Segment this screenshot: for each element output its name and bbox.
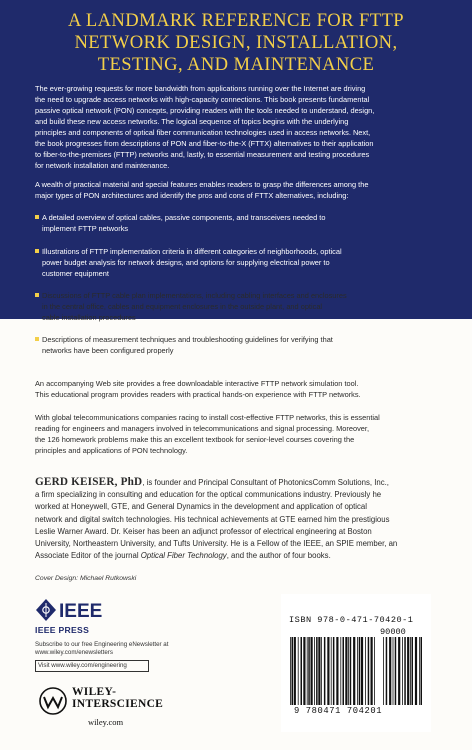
barcode-bar: [345, 637, 347, 705]
text-line: to fiber-to-the-premises (FTTP) networks and, lastly, to essential measurement and testing procedures: [35, 150, 370, 160]
barcode-bar: [343, 637, 345, 705]
bullet-item: [35, 290, 437, 323]
barcode-bar: [353, 637, 355, 705]
newsletter-note: [35, 641, 168, 658]
text-line: Descriptions of measurement techniques and troubleshooting guidelines for verifying that: [42, 335, 333, 344]
barcode-bar: [361, 637, 363, 705]
barcode-bar: [331, 637, 332, 705]
text-line: in the central office, cables and equipment enclosures in the outside plant, and optical: [42, 302, 323, 312]
author-bio: [35, 476, 445, 562]
bullet-item: [35, 334, 437, 356]
barcode-bar: [348, 637, 349, 705]
text-line: WILEY-: [72, 686, 117, 698]
title-line: A LANDMARK REFERENCE FOR FTTP: [67, 10, 404, 31]
ieee-press-label: IEEE PRESS: [35, 625, 90, 635]
website-paragraph: [35, 378, 437, 400]
bio-text: Associate Editor of the journal: [35, 551, 141, 561]
barcode-bar: [316, 637, 318, 705]
barcode-bar: [307, 637, 308, 705]
barcode-bar: [419, 637, 420, 705]
barcode-bar: [340, 637, 341, 705]
barcode-bar: [368, 637, 370, 705]
barcode-bar: [398, 637, 400, 705]
global-paragraph: [35, 412, 437, 456]
text-line: reading for engineers and managers involved in telecommunications and signal processing. Moreover,: [35, 424, 369, 434]
text-line: The ever-growing requests for more bandwidth from applications running over the Internet are driving: [35, 84, 366, 93]
page-title: [20, 10, 452, 76]
bullet-square-icon: [35, 215, 39, 219]
barcode-bar: [350, 637, 352, 705]
barcode-bar: [412, 637, 414, 705]
publisher-url: wiley.com: [88, 717, 124, 727]
barcode-bar: [404, 637, 406, 705]
barcode-bar: [336, 637, 338, 705]
text-line: networks have been configured properly: [42, 346, 174, 356]
barcode-bar: [333, 637, 335, 705]
barcode-bar: [318, 637, 320, 705]
text-line: An accompanying Web site provides a free downloadable interactive FTTP network simulation tool.: [35, 379, 359, 388]
text-line: INTERSCIENCE: [72, 698, 164, 710]
text-line: worked at Honeywell, GTE, and General Dynamics in the development and application of optical: [35, 502, 367, 512]
barcode-bar: [393, 637, 394, 705]
text-line: power budget analysis for network designs, and options for supplying electrical power to: [42, 258, 330, 268]
text-line: customer equipment: [42, 269, 109, 279]
text-line: principles and applications of PON technology.: [35, 446, 188, 456]
barcode-bar: [389, 637, 391, 705]
intro-paragraph: [35, 83, 437, 171]
title-line: TESTING, AND MAINTENANCE: [97, 54, 375, 75]
barcode-bar: [357, 637, 358, 705]
barcode-bar: [294, 637, 296, 705]
ieee-logo: [35, 598, 115, 627]
text-line: principles and components of optical fiber communication technologies used in access networks. Next,: [35, 128, 371, 138]
author-degree: , PhD: [114, 476, 143, 488]
text-line: the need to upgrade access networks with high-capacity connections. This book presents fundamental: [35, 95, 370, 105]
barcode-bar: [421, 637, 423, 705]
text-line: and build these new access networks. The logical sequence of topics begins with the underlying: [35, 117, 349, 127]
text-line: Illustrations of FTTP implementation criteria in different categories of neighborhoods, optical: [42, 247, 342, 256]
title-line: NETWORK DESIGN, INSTALLATION,: [74, 32, 398, 53]
barcode-bar: [290, 637, 291, 705]
wiley-logo-icon: [36, 686, 70, 721]
barcode-digits: 9 780471 704201: [294, 706, 383, 716]
text-line: A wealth of practical material and special features enables readers to grasp the differences among the: [35, 180, 369, 189]
barcode-bar: [303, 637, 305, 705]
text-line: implement FTTP networks: [42, 224, 129, 234]
text-line: This educational program provides readers with practical hands-on experience with FTTP networks.: [35, 390, 361, 400]
barcode-bar: [308, 637, 310, 705]
barcode-bar: [410, 637, 411, 705]
text-line: for network installation and maintenance.: [35, 161, 170, 171]
barcode-bar: [301, 637, 303, 705]
text-line: network and digital switch technologies. His technical achievements at GTE earned him the prestigious: [35, 514, 390, 524]
addon-barcode-icon: [383, 637, 423, 705]
barcode-bar: [395, 637, 397, 705]
barcode-bar: [321, 637, 322, 705]
visit-website-box: Visit www.wiley.com/engineering: [35, 660, 149, 672]
text-line: www.wiley.com/enewsletters: [35, 649, 113, 657]
barcode-bar: [327, 637, 329, 705]
ieee-logo-text: IEEE: [59, 601, 103, 622]
text-line: University, Northeastern University, and Tufts University. He is a Fellow of the IEEE, an SPIE member, an: [35, 539, 398, 549]
barcode-bar: [311, 637, 313, 705]
barcode-bar: [415, 637, 417, 705]
text-line: A detailed overview of optical cables, passive components, and transceivers needed to: [42, 213, 326, 222]
features-paragraph: [35, 179, 437, 201]
barcode-bar: [314, 637, 315, 705]
text-line: With global telecommunications companies racing to install cost-effective FTTP networks, this is essential: [35, 413, 380, 422]
bullet-item: [35, 212, 437, 234]
barcode-bar: [407, 637, 409, 705]
author-name: GERD KEISER: [35, 476, 115, 488]
text-line: major types of PON architectures and identify the pros and cons of FTTX alternatives, including:: [35, 191, 349, 201]
ean-barcode-icon: [290, 637, 376, 705]
text-line: the book progresses from descriptions of PON and fiber-to-the-X (FTTX) alternatives to their application: [35, 139, 374, 149]
text-line: cable installation procedures: [42, 313, 136, 323]
barcode-bar: [383, 637, 384, 705]
barcode-bar: [292, 637, 294, 705]
cover-design-credit: Cover Design: Michael Rutkowski: [35, 575, 137, 582]
bio-text: , and the author of four books.: [226, 551, 331, 561]
bullet-square-icon: [35, 337, 39, 341]
barcode-bar: [374, 637, 375, 705]
bio-text: , is founder and Principal Consultant of PhotonicsComm Solutions, Inc.,: [142, 478, 389, 487]
publisher-name: [72, 686, 163, 710]
barcode-bar: [386, 637, 388, 705]
barcode-bar: [371, 637, 373, 705]
bullet-square-icon: [35, 293, 39, 297]
text-line: Leslie Warner Award. Dr. Keiser has been an adjunct professor of electrical engineering at Boston: [35, 526, 372, 536]
bullet-item: [35, 246, 437, 279]
text-line: [35, 476, 445, 489]
text-line: [35, 550, 445, 562]
text-line: the 126 homework problems make this an excellent textbook for senior-level courses covering the: [35, 435, 355, 445]
barcode-bar: [324, 637, 326, 705]
text-line: passive optical network (PON) concepts, providing readers with the tools needed to understand, design,: [35, 106, 375, 116]
barcode-bar: [402, 637, 403, 705]
barcode-bar: [298, 637, 299, 705]
barcode-bar: [359, 637, 361, 705]
isbn-number: ISBN 978-0-471-70420-1: [289, 615, 414, 625]
isbn-addon: 90000: [380, 627, 406, 637]
text-line: Discussions of FTTP cable plan implementations, including cabling interfaces and enclosures: [42, 291, 347, 300]
ieee-diamond-icon: [36, 599, 56, 621]
text-line: a firm specializing in consulting and education for the optical communications industry. Previously he: [35, 490, 382, 500]
text-line: Subscribe to our free Engineering eNewsletter at: [35, 641, 169, 648]
journal-title: Optical Fiber Technology: [140, 551, 227, 561]
barcode-bar: [365, 637, 366, 705]
bullet-square-icon: [35, 249, 39, 253]
